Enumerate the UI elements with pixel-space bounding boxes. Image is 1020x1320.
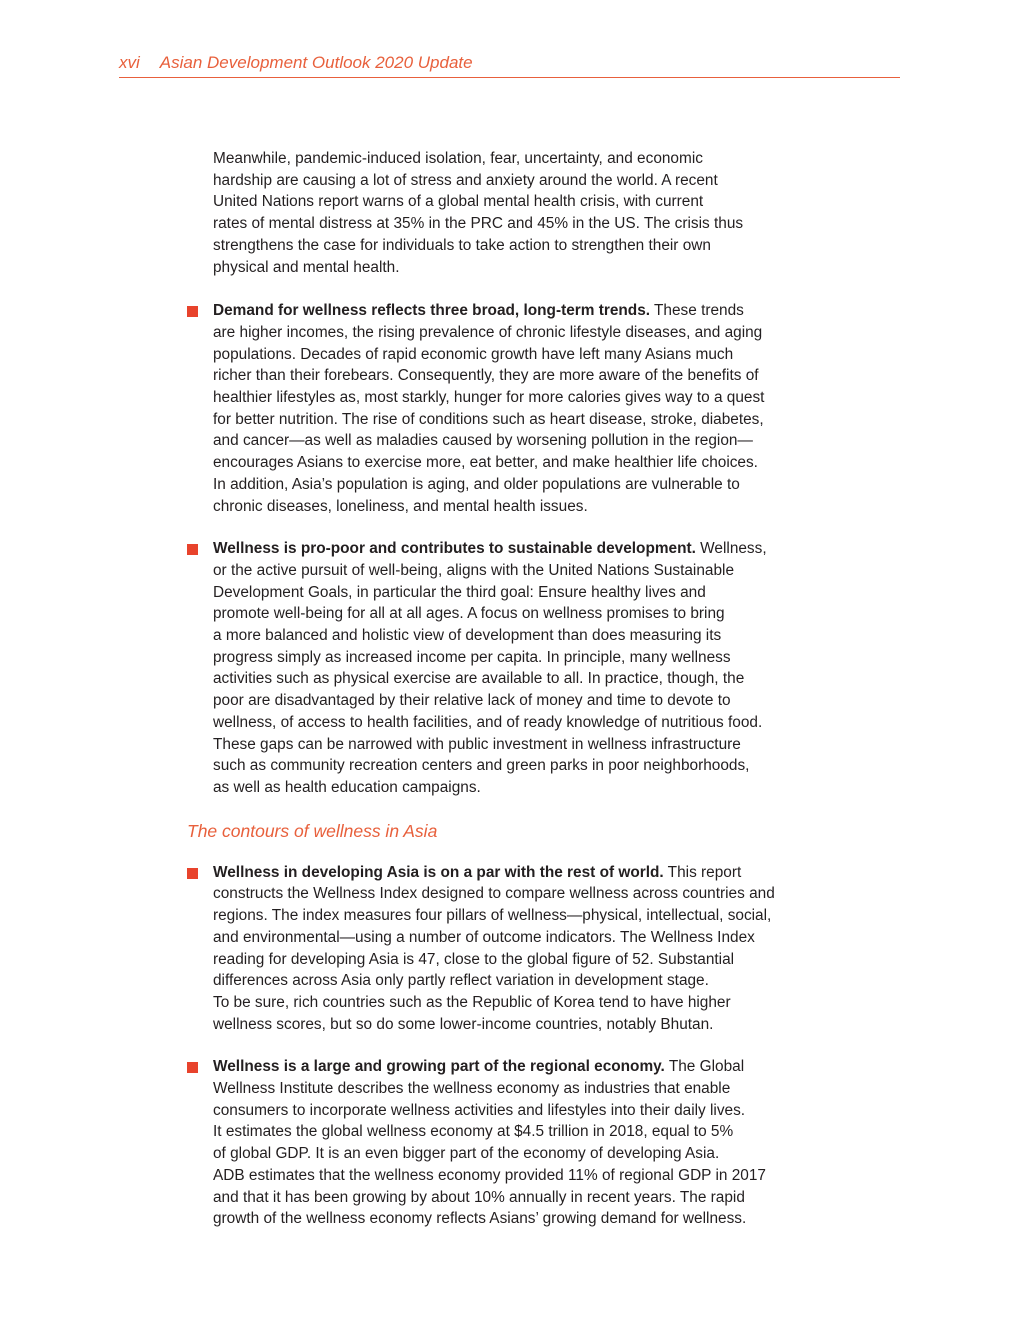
text-line: These gaps can be narrowed with public investment in wellness infrastructure: [213, 735, 741, 753]
text-line: These trends: [650, 302, 744, 320]
text-line: This report: [663, 863, 742, 881]
text-line: differences across Asia only partly reflect variation in development stage.: [213, 972, 709, 990]
text-line: Meanwhile, pandemic-induced isolation, fear, uncertainty, and economic: [213, 150, 703, 167]
text-line: To be sure, rich countries such as the Republic of Korea tend to have higher: [213, 993, 731, 1011]
text-line: physical and mental health.: [213, 258, 400, 276]
text-line: or the active pursuit of well-being, aligns with the United Nations Sustainable: [213, 561, 735, 579]
text-line: rates of mental distress at 35% in the PRC and 45% in the US. The crisis thus: [213, 215, 744, 233]
text-line: It estimates the global wellness economy at $4.5 trillion in 2018, equal to 5%: [213, 1123, 734, 1141]
text-line: consumers to incorporate wellness activities and lifestyles into their daily lives.: [213, 1101, 746, 1119]
text-line: strengthens the case for individuals to take action to strengthen their own: [213, 236, 711, 254]
bullet-heading: Wellness is a large and growing part of the regional economy.: [213, 1058, 665, 1076]
text-line: constructs the Wellness Index designed to compare wellness across countries and: [213, 885, 775, 903]
running-header: [119, 52, 900, 78]
text-line: healthier lifestyles as, most starkly, hunger for more calories gives way to a quest: [213, 389, 765, 407]
intro-paragraph: [213, 148, 835, 278]
text-line: encourages Asians to exercise more, eat better, and make healthier life choices.: [213, 454, 758, 472]
text-line: of global GDP. It is an even bigger part of the economy of developing Asia.: [213, 1145, 720, 1163]
text-line: wellness scores, but so do some lower-income countries, notably Bhutan.: [213, 1015, 714, 1033]
bullet-pro-poor: [213, 538, 835, 798]
page-number: xvi: [119, 53, 140, 72]
text-line: progress simply as increased income per capita. In principle, many wellness: [213, 648, 731, 666]
text-line: and cancer—as well as maladies caused by worsening pollution in the region—: [213, 432, 753, 450]
text-line: In addition, Asia’s population is aging, and older populations are vulnerable to: [213, 475, 740, 493]
bullet-heading: Wellness is pro-poor and contributes to sustainable development.: [213, 540, 696, 558]
text-line: Wellness,: [695, 540, 767, 558]
text-line: growth of the wellness economy reflects Asians’ growing demand for wellness.: [213, 1210, 747, 1228]
text-line: as well as health education campaigns.: [213, 778, 481, 796]
bullet-regional-economy: [213, 1056, 835, 1230]
publication-title: Asian Development Outlook 2020 Update: [159, 53, 473, 72]
bullet-par-with-world: [213, 862, 835, 1036]
text-line: The Global: [664, 1058, 745, 1076]
page-body: [187, 148, 835, 1251]
text-line: and environmental—using a number of outcome indicators. The Wellness Index: [213, 928, 755, 946]
text-line: poor are disadvantaged by their relative lack of money and time to devote to: [213, 692, 731, 710]
text-line: reading for developing Asia is 47, close to the global figure of 52. Substantial: [213, 950, 735, 968]
text-line: regions. The index measures four pillars of wellness—physical, intellectual, social,: [213, 907, 772, 925]
bullet-heading: Wellness in developing Asia is on a par with the rest of world.: [213, 863, 664, 881]
text-line: promote well-being for all at all ages. A focus on wellness promises to bring: [213, 605, 725, 623]
text-line: a more balanced and holistic view of development than does measuring its: [213, 627, 722, 645]
text-line: are higher incomes, the rising prevalence of chronic lifestyle diseases, and aging: [213, 323, 763, 341]
text-line: populations. Decades of rapid economic growth have left many Asians much: [213, 345, 734, 363]
section-heading: The contours of wellness in Asia: [187, 820, 438, 841]
bullet-heading: Demand for wellness reflects three broad, long-term trends.: [213, 302, 651, 320]
text-line: wellness, of access to health facilities, and of ready knowledge of nutritious food.: [213, 713, 763, 731]
text-line: Development Goals, in particular the third goal: Ensure healthy lives and: [213, 583, 706, 601]
text-line: Wellness Institute describes the wellness economy as industries that enable: [213, 1080, 731, 1098]
text-line: for better nutrition. The rise of conditions such as heart disease, stroke, diabetes,: [213, 410, 764, 428]
text-line: and that it has been growing by about 10% annually in recent years. The rapid: [213, 1188, 745, 1206]
text-line: activities such as physical exercise are available to all. In practice, though, the: [213, 670, 745, 688]
text-line: hardship are causing a lot of stress and anxiety around the world. A recent: [213, 171, 718, 189]
text-line: United Nations report warns of a global mental health crisis, with current: [213, 193, 704, 211]
text-line: ADB estimates that the wellness economy provided 11% of regional GDP in 2017: [213, 1166, 766, 1184]
text-line: chronic diseases, loneliness, and mental health issues.: [213, 497, 588, 515]
text-line: such as community recreation centers and green parks in poor neighborhoods,: [213, 757, 750, 775]
bullet-wellness-demand: [213, 300, 835, 517]
text-line: richer than their forebears. Consequently, they are more aware of the benefits of: [213, 367, 759, 385]
